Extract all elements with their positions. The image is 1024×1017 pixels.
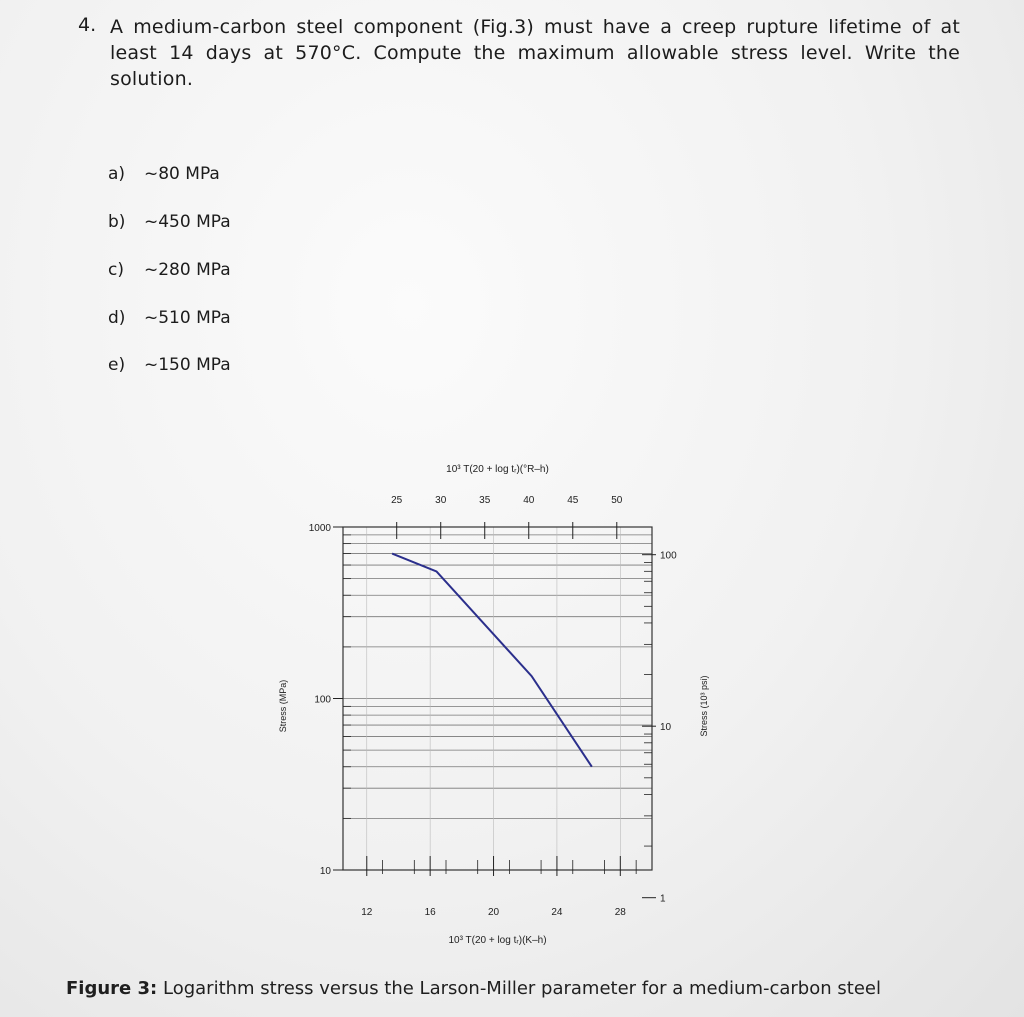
caption-text: Logarithm stress versus the Larson-Miller parameter for a medium-carbon steel — [162, 978, 881, 999]
left-tick-label: 10 — [319, 866, 331, 877]
bottom-tick-label: 20 — [487, 907, 500, 918]
left-axis-title: Stress (MPa) — [278, 679, 288, 733]
option-letter: e) — [108, 355, 126, 375]
right-axis-title: Stress (10³ psi) — [699, 675, 709, 737]
option-letter: a) — [108, 164, 126, 184]
top-tick-label: 35 — [479, 495, 491, 506]
right-tick-label: 1 — [660, 893, 666, 905]
larson-miller-curve — [392, 554, 592, 767]
option-text: ~280 MPa — [144, 260, 231, 280]
bottom-tick-label: 28 — [614, 907, 626, 918]
top-tick-label: 25 — [391, 495, 403, 506]
option-text: ~450 MPa — [144, 212, 231, 232]
left-tick-label: 1000 — [308, 523, 331, 534]
chart-curve — [392, 554, 592, 767]
right-tick-label: 10 — [660, 722, 672, 734]
option-letter: b) — [108, 212, 126, 232]
top-axis-title: 10³ T(20 + log tᵣ)(°R–h) — [446, 464, 549, 475]
left-tick-label: 100 — [314, 694, 331, 706]
bottom-axis-title: 10³ T(20 + log tᵣ)(K–h) — [448, 935, 547, 946]
figure-caption — [66, 978, 881, 999]
bottom-tick-label: 24 — [551, 907, 563, 918]
caption-label: Figure 3: — [66, 978, 158, 999]
option-text: ~510 MPa — [144, 308, 231, 328]
bottom-tick-label: 12 — [361, 907, 373, 918]
option-text: ~80 MPa — [144, 164, 220, 184]
top-tick-label: 50 — [611, 495, 623, 506]
top-tick-label: 45 — [567, 495, 579, 506]
bottom-tick-label: 16 — [424, 907, 436, 918]
option-letter: c) — [108, 260, 124, 280]
option-text: ~150 MPa — [144, 355, 231, 375]
chart-grid — [343, 527, 652, 870]
right-tick-label: 100 — [660, 550, 677, 562]
top-tick-label: 40 — [523, 495, 535, 506]
option-letter: d) — [108, 308, 126, 328]
question-text: A medium-carbon steel component (Fig.3) must have a creep rupture lifetime of at least 14 days at 570°C. Compute the maximum allowable stress level. Write the solution. — [110, 16, 960, 90]
top-tick-label: 30 — [435, 495, 447, 506]
question-number: 4. — [78, 14, 97, 36]
